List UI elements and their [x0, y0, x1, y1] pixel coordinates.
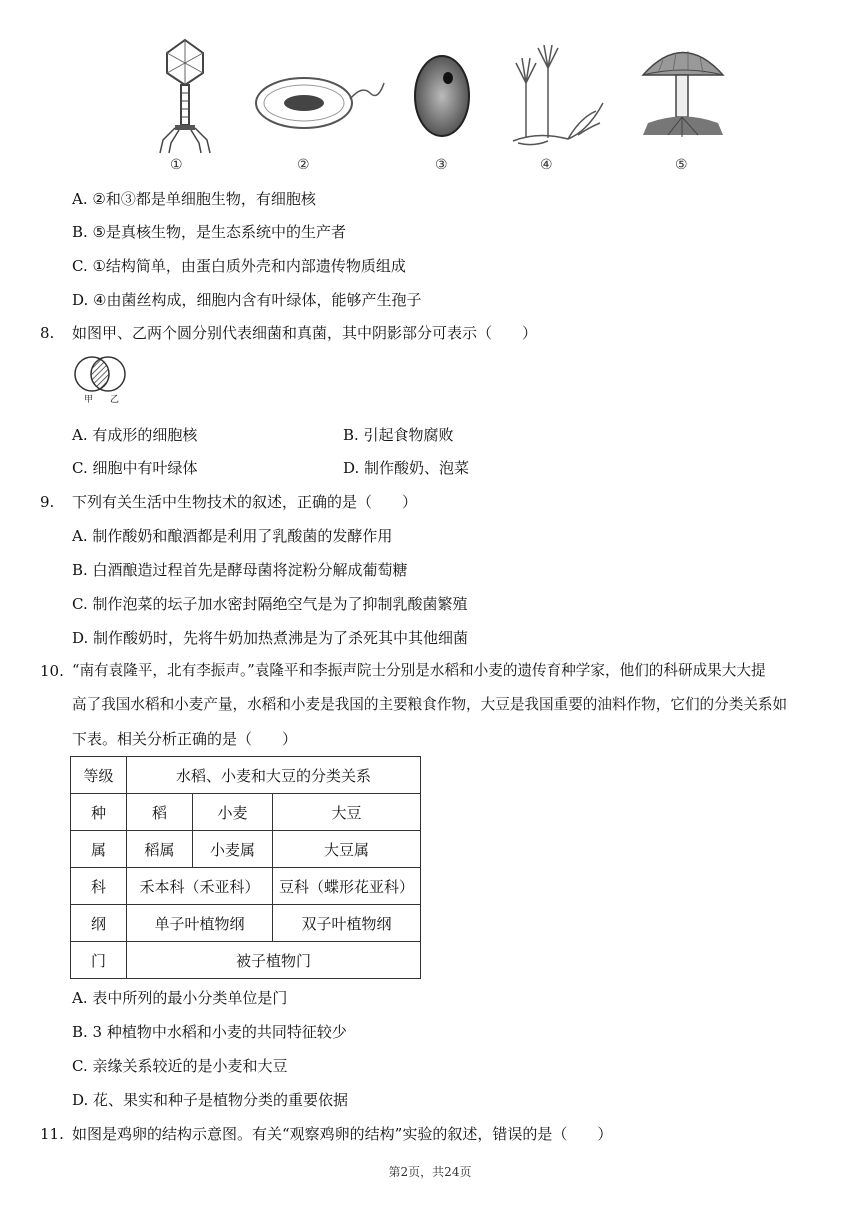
q10-stem-line-3: 下表。相关分析正确的是（ ） [72, 730, 298, 748]
q10-number: 10. [40, 662, 64, 680]
venn-label-jia: 甲 [84, 395, 94, 405]
table-row [71, 794, 421, 831]
q9-number: 9. [40, 493, 55, 511]
q10-option-d: D. 花、果实和种子是植物分类的重要依据 [72, 1091, 349, 1109]
bacterium-image [252, 65, 387, 135]
table-cell: 被子植物门 [127, 942, 421, 979]
q8-stem: 如图甲、乙两个圆分别代表细菌和真菌，其中阴影部分可表示（ ） [72, 324, 538, 342]
table-cell: 双子叶植物纲 [273, 905, 421, 942]
table-cell: 种 [71, 794, 127, 831]
table-cell: 属 [71, 831, 127, 868]
table-cell: 豆科（蝶形花亚科） [273, 868, 421, 905]
page-footer: 第2页，共24页 [388, 1165, 472, 1179]
q10-option-a: A. 表中所列的最小分类单位是门 [72, 989, 288, 1007]
q7-option-c: C. ①结构简单，由蛋白质外壳和内部遗传物质组成 [72, 257, 406, 275]
q8-option-a: A. 有成形的细胞核 [72, 426, 198, 444]
q8-option-b: B. 引起食物腐败 [343, 426, 454, 444]
q10-option-b: B. 3 种植物中水稻和小麦的共同特征较少 [72, 1023, 347, 1041]
q9-option-d: D. 制作酸奶时，先将牛奶加热煮沸是为了杀死其中其他细菌 [72, 629, 469, 647]
table-row [71, 868, 421, 905]
table-cell: 纲 [71, 905, 127, 942]
q9-option-a: A. 制作酸奶和酿酒都是利用了乳酸菌的发酵作用 [72, 527, 393, 545]
q8-option-c: C. 细胞中有叶绿体 [72, 459, 198, 477]
venn-diagram [72, 354, 132, 406]
figure-label-5: ⑤ [675, 157, 688, 173]
figure-label-1: ① [170, 157, 183, 173]
table-cell: 小麦属 [193, 831, 273, 868]
figure-label-2: ② [297, 157, 310, 173]
table-cell: 单子叶植物纲 [127, 905, 273, 942]
q9-stem: 下列有关生活中生物技术的叙述，正确的是（ ） [72, 493, 418, 511]
yeast-cell-image [412, 51, 472, 141]
bacteriophage-image [155, 35, 215, 155]
organism-figure [150, 35, 740, 185]
table-cell: 小麦 [193, 794, 273, 831]
classification-table [70, 756, 421, 979]
table-row [71, 905, 421, 942]
q10-stem-line-2: 高了我国水稻和小麦产量，水稻和小麦是我国的主要粮食作物，大豆是我国重要的油料作物，它们的分类关系如 [72, 696, 788, 713]
mold-image [508, 43, 608, 153]
q11-stem: 如图是鸡卵的结构示意图。有关“观察鸡卵的结构”实验的叙述，错误的是（ ） [72, 1125, 613, 1143]
q11-number: 11. [40, 1125, 64, 1143]
table-header-title: 水稻、小麦和大豆的分类关系 [127, 757, 421, 794]
mushroom-image [638, 35, 728, 145]
table-row [71, 942, 421, 979]
table-cell: 门 [71, 942, 127, 979]
table-cell: 科 [71, 868, 127, 905]
venn-label-yi: 乙 [110, 395, 120, 405]
q9-option-b: B. 白酒酿造过程首先是酵母菌将淀粉分解成葡萄糖 [72, 561, 408, 579]
figure-label-3: ③ [435, 157, 448, 173]
q9-option-c: C. 制作泡菜的坛子加水密封隔绝空气是为了抑制乳酸菌繁殖 [72, 595, 468, 613]
q7-option-d: D. ④由菌丝构成，细胞内含有叶绿体，能够产生孢子 [72, 291, 422, 309]
table-cell: 大豆属 [273, 831, 421, 868]
q8-option-d: D. 制作酸奶、泡菜 [343, 459, 470, 477]
q7-option-b: B. ⑤是真核生物，是生态系统中的生产者 [72, 223, 347, 241]
table-row [71, 831, 421, 868]
table-row [71, 757, 421, 794]
figure-label-4: ④ [540, 157, 553, 173]
q10-option-c: C. 亲缘关系较近的是小麦和大豆 [72, 1057, 288, 1075]
table-cell: 稻 [127, 794, 193, 831]
table-cell: 稻属 [127, 831, 193, 868]
q7-option-a: A. ②和③都是单细胞生物，有细胞核 [72, 190, 316, 208]
table-header-level: 等级 [71, 757, 127, 794]
table-cell: 禾本科（禾亚科） [127, 868, 273, 905]
q10-stem-line-1: “南有袁隆平，北有李振声。”袁隆平和李振声院士分别是水稻和小麦的遗传育种学家，他们的科研成果大大提 [72, 662, 766, 679]
table-cell: 大豆 [273, 794, 421, 831]
q8-number: 8. [40, 324, 55, 342]
